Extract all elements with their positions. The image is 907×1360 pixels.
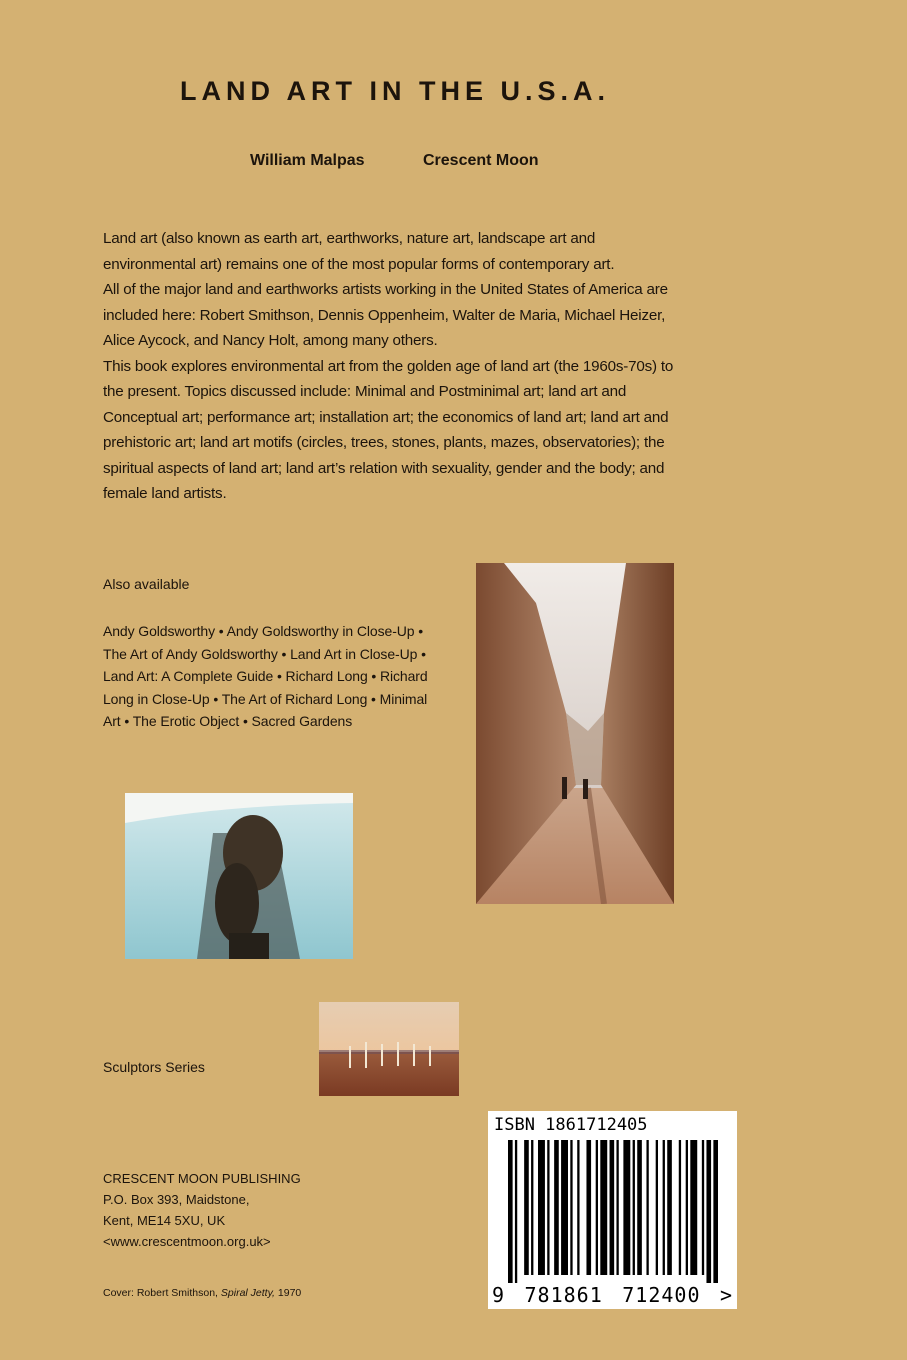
barcode-bar (633, 1140, 635, 1275)
barcode-bar (547, 1140, 549, 1275)
cover-credit-year: 1970 (277, 1287, 302, 1299)
book-title: LAND ART IN THE U.S.A. (180, 76, 610, 106)
barcode-bar (531, 1140, 533, 1275)
barcode-digit-first: 9 (492, 1283, 506, 1307)
barcode-bar (596, 1140, 598, 1275)
cover-credit-work: Spiral Jetty, (220, 1287, 275, 1299)
barcode-bar (508, 1140, 513, 1283)
author-name: William Malpas (250, 152, 365, 169)
address-line: CRESCENT MOON PUBLISHING (103, 1171, 301, 1186)
also-available-heading: Also available (103, 576, 190, 592)
barcode-bar (690, 1140, 697, 1275)
barcode-bar (515, 1140, 517, 1283)
barcode-digits-left: 781861 (524, 1283, 603, 1307)
isbn-label: ISBN 1861712405 (494, 1115, 648, 1135)
barcode-digits-right: 712400 (622, 1283, 701, 1307)
barcode-bar (646, 1140, 648, 1275)
isbn-barcode (488, 1111, 737, 1309)
barcode-digits (492, 1283, 733, 1307)
barcode-bar (713, 1140, 718, 1283)
barcode-bar (570, 1140, 572, 1275)
barcode-bar (656, 1140, 658, 1275)
address-line: Kent, ME14 5XU, UK (103, 1213, 226, 1228)
barcode-bar (679, 1140, 681, 1275)
cover-credit-prefix: Cover: Robert Smithson, (103, 1287, 218, 1299)
barcode-bar (561, 1140, 568, 1275)
blurb-paragraph: Land art (also known as earth art, earthworks, nature art, landscape art and environmental art) remains one of the most popular forms of contemporary art. (103, 230, 615, 273)
barcode-bar (623, 1140, 630, 1275)
barcode-bar (667, 1140, 672, 1275)
snow-photo (125, 793, 353, 959)
website-link[interactable]: <www.crescentmoon.org.uk> (103, 1234, 271, 1249)
also-available-list: Andy Goldsworthy • Andy Goldsworthy in Close-Up • The Art of Andy Goldsworthy • Land Art in Close-Up • Land Art: A Complete Guide • Richard Long • Richard Long in Close-Up • The Art of Richard Long • Minimal Art • The Erotic Object • Sacred Gardens (103, 623, 428, 729)
barcode-bar (610, 1140, 615, 1275)
barcode-bar (663, 1140, 665, 1275)
barcode-bar (554, 1140, 559, 1275)
series-name: Sculptors Series (103, 1059, 205, 1075)
trench-photo (476, 563, 674, 904)
blurb (103, 226, 688, 507)
barcode-bar (686, 1140, 688, 1275)
publisher-name: Crescent Moon (423, 152, 539, 169)
barcode-bar (637, 1140, 642, 1275)
cover-credit (103, 1287, 301, 1299)
barcode-bar (524, 1140, 529, 1275)
publisher-address (103, 1168, 301, 1252)
address-line: P.O. Box 393, Maidstone, (103, 1192, 250, 1207)
barcode-bar (538, 1140, 545, 1275)
barcode-bar (706, 1140, 711, 1283)
barcode-bar (577, 1140, 579, 1275)
barcode-bar (616, 1140, 618, 1275)
barcode-bar (702, 1140, 704, 1275)
blurb-paragraph: This book explores environmental art from the golden age of land art (the 1960s-70s) to the present. Topics discussed include: Minimal and Postminimal art; land art and Conceptual art; performance art; installation art; the economics of land art; land art and prehistoric art; land art motifs (circles, trees, stones, plants, mazes, observatories); the spiritual aspects of land art; land art’s relation with sexuality, gender and the body; and female land artists. (103, 357, 674, 502)
barcode-end-mark: > (719, 1283, 733, 1307)
field-photo (319, 1002, 459, 1096)
barcode-bars (508, 1140, 718, 1283)
barcode-bar (600, 1140, 607, 1275)
barcode-bar (586, 1140, 591, 1275)
blurb-paragraph: All of the major land and earthworks artists working in the United States of America are included here: Robert Smithson, Dennis Oppenheim, Walter de Maria, Michael Heizer, Alice Aycock, and Nancy Holt, among many others. (103, 281, 668, 349)
